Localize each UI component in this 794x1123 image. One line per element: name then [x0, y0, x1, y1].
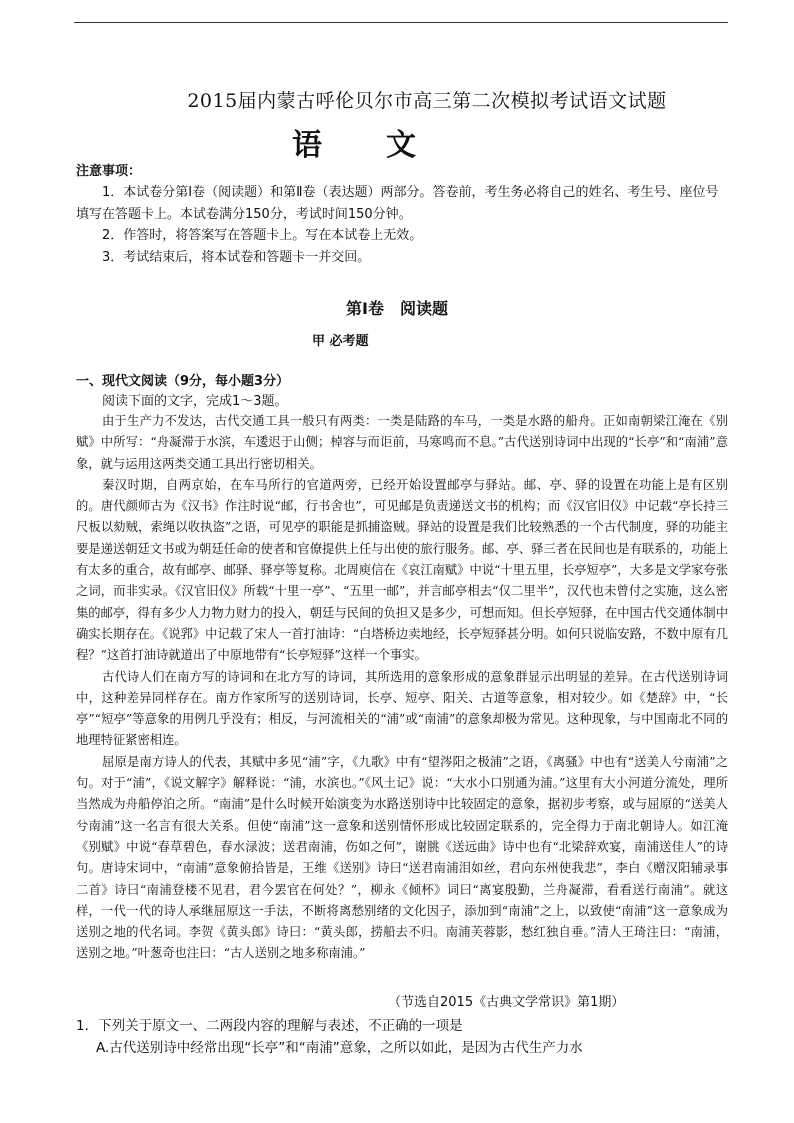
- passage-paragraph: 屈原是南方诗人的代表，其赋中多见“浦”字，《九歌》中有“望涔阳之极浦”之语，《离骚》中也有“送美人兮南浦”之句。对于“浦”，《说文解字》解释说：“浦，水滨也。”《风土记》说：“大水小口别通为浦。”这里有大小河道分流处，理所当然成为舟船停泊之所。“南浦”是什么时候开始演变为水路送别诗中比较固定的意象，据初步考察，或与屈原的“送美人兮南浦”这一名言有很大关系。但使“南浦”这一意象和送别情怀形成比较固定联系的，完全得力于南北朝诗人。如江淹《别赋》中说“春草碧色，春水渌波；送君南浦，伤如之何”，谢朓《送远曲》诗中也有“北梁辞欢宴，南浦送佳人”的诗句。唐诗宋词中，“南浦”意象俯拾皆是，王维《送别》诗曰“送君南浦泪如丝，君向东州使我悲”，李白《赠汉阳辅录事二首》诗曰“南浦登楼不见君，君今罢官在何处？”，柳永《倾杯》词曰“离宴殷勤，兰舟凝滞，看看送行南浦”。就这样，一代一代的诗人承继屈原这一手法，不断将离愁别绪的文化因子，添加到“南浦”之上，以致使“南浦”这一意象成为送别之地的代名词。李贺《黄头郎》诗曰：“黄头郎，捞船去不归。南浦芙蓉影，愁红独自垂。”清人王琦注曰：“南浦，送别之地。”叶葱奇也注曰：“古人送别之地多称南浦。”: [76, 754, 728, 961]
- reading-passage: [76, 411, 728, 965]
- passage-paragraph: 由于生产力不发达，古代交通工具一般只有两类：一类是陆路的车马，一类是水路的船舟。正如南朝梁江淹在《别赋》中所写：“舟凝滞于水滨，车逶迟于山侧；棹容与而讵前，马寒鸣而不息。”古代送别诗词中出现的“长亭”和“南浦”意象，就与运用这两类交通工具出行密切相关。: [76, 414, 728, 471]
- reading-instruction: 阅读下面的文字，完成1～3题。: [102, 394, 288, 409]
- exam-title: 2015届内蒙古呼伦贝尔市高三第二次模拟考试语文试题: [187, 90, 667, 112]
- subject-title: 语文: [292, 128, 480, 163]
- part-title: 第Ⅰ卷 阅读题: [346, 299, 448, 318]
- notice-list: [76, 182, 726, 268]
- question-1: 1．下列关于原文一、二两段内容的理解与表述，不正确的一项是: [76, 1018, 463, 1034]
- passage-paragraph: 秦汉时期，自两京始，在车马所行的官道两旁，已经开始设置邮亭与驿站。邮、亭、驿的设置在功能上是有区别的。唐代颜师古为《汉书》作注时说“邮，行书舍也”，可见邮是负责递送文书的机构；而《汉官旧仪》中记载“亭长持三尺板以劾贼，索绳以收执盗”之语，可见亭的职能是抓捕盗贼。驿站的设置是我们比较熟悉的一个古代制度，驿的功能主要是递送朝廷文书或为朝廷任命的使者和官僚提供上任与出使的旅行服务。邮、亭、驿三者在民间也是有联系的，功能上有太多的重合，故有邮亭、邮驿、驿亭等复称。北周庾信在《哀江南赋》中说“十里五里，长亭短亭”，大多是文学家夸张之词，而非实录。《汉官旧仪》所载“十里一亭”、“五里一邮”，并言邮亭相去“仅二里半”，汉代也未曾付之实施，这么密集的邮亭，得有多少人力物力财力的投入，朝廷与民间的负担又是多少，可想而知。但长亭短驿，在中国古代交通体制中确实长期存在。《说郛》中记载了宋人一首打油诗：“白塔桥边卖地经，长亭短驿甚分明。如何只说临安路，不数中原有几程？”这首打油诗就道出了中原地带有“长亭短驿”这样一个事实。: [76, 477, 729, 663]
- section1-heading: 一、现代文阅读（9分，每小题3分）: [76, 374, 290, 389]
- section-heading: 甲 必考题: [312, 334, 369, 349]
- top-rule: [74, 22, 728, 23]
- notice-item: 3．考试结束后，将本试卷和答题卡一并交回。: [102, 249, 371, 265]
- passage-source: （节选自2015《古典文学常识》第1期）: [388, 995, 625, 1010]
- notice-item: 2．作答时，将答案写在答题卡上。写在本试卷上无效。: [102, 228, 423, 243]
- notice-heading: 注意事项：: [76, 164, 142, 179]
- question-1-option-a: A.古代送别诗中经常出现“长亭”和“南浦”意象，之所以如此，是因为古代生产力水: [96, 1040, 583, 1056]
- notice-item: 1．本试卷分第Ⅰ卷（阅读题）和第Ⅱ卷（表达题）两部分。答卷前，考生务必将自己的姓名、考生号、座位号填写在答题卡上。本试卷满分150分，考试时间150分钟。: [76, 185, 719, 222]
- passage-paragraph: 古代诗人们在南方写的诗词和在北方写的诗词，其所选用的意象形成的意象群显示出明显的差异。在古代送别诗词中，这种差异同样存在。南方作家所写的送别诗词，长亭、短亭、阳关、古道等意象，相对较少。如《楚辞》中，“长亭”“短亭”等意象的用例几乎没有；相反，与河流相关的“浦”或“南浦”的意象却极为常见。这种现象，与中国南北不同的地理特征紧密相连。: [76, 669, 728, 748]
